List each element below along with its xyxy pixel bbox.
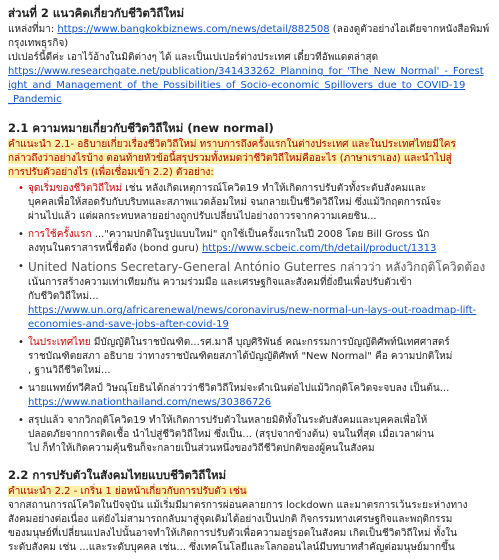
paper-note: เปเปอร์นี้ดีค่ะ เอาไว้อ้างในมิติต่างๆ ได้ และเป็นเปเปอร์ต่างประเทศ เดี๋ยวทีอัพแดตล่าสุด <box>8 52 379 63</box>
bullet-text: นายแพทย์ทวีศิลป์ วิษณุโยธินได้กล่าวว่าชีวิตวิถีใหม่จะดำเนินต่อไปแม้วิกฤติโควิดจะจบลง เป็นต้น... <box>28 383 450 394</box>
bullet-text: บุคคลเพื่อให้สอดรับกับบริบทและสภาพแวดล้อมใหม่ จนกลายเป็นชีวิตวิถีใหม่ ซึ่งแม้วิกฤตการณ์จะ <box>28 197 442 208</box>
paragraph-line: จากสถานการณ์โควิดในปัจจุบัน แม้เริ่มมีมาตรการผ่อนคลายการ lockdown และมาตรการเว้นระยะห่างทาง <box>8 500 468 511</box>
list-item <box>18 260 491 332</box>
source-line <box>8 23 491 51</box>
list-item <box>18 382 491 410</box>
bullet-icon: • <box>18 183 24 194</box>
heading-2-1: 2.1 ความหมายเกี่ยวกับชีวิตวิถีใหม่ (new normal) <box>8 121 274 135</box>
bullet-text: ลงทุนในตราสารหนี้ชื่อดัง (bond guru) <box>28 243 199 254</box>
list-item <box>18 336 491 378</box>
bullet-link-part-2[interactable]: economies-and-save-jobs-after-covid-19 <box>28 319 229 330</box>
list-item <box>18 414 491 456</box>
instruction-2-1-line-3: การปรับตัวอย่างไร (เพื่อเชื่อมเข้า 2.2) ตัวอย่าง: <box>8 167 214 178</box>
bullet-list <box>8 182 491 456</box>
source-note: (ลองดูตัวอย่างไอเดียจากหนังสือพิมพ์กรุงเทพธุรกิจ) <box>8 24 490 49</box>
bullet-icon: • <box>18 383 24 394</box>
bullet-highlight: จุดเริ่มของชีวิตวิถีใหม่ <box>28 183 123 194</box>
source-link[interactable]: https://www.bangkokbiznews.com/news/detail/882508 <box>57 24 330 35</box>
paper-link-part-2[interactable]: ight_and_Management_of_the_Possibilities_of_Socio-economic_Spillovers_due_to_COVID-19 <box>8 80 466 91</box>
bullet-text: เช่น หลังเกิดเหตุการณ์โควิด19 ทำให้เกิดการปรับตัวทั้งระดับสังคมและ <box>125 183 427 194</box>
bullet-text: มีบัญญัติในราชบัณฑิต...รศ.มาลี บุญศิริพันธ์ คณะกรรมการบัญญัติศัพท์นิเทศศาสตร์ <box>93 337 450 348</box>
list-item <box>18 228 491 256</box>
paragraph-line: ของมนุษย์ที่เปลี่ยนแปลงไปนั้นอาจทำให้เกิดการปรับตัวเพื่อความอยู่รอดในสังคม เกิดเป็นชีวิตวิถีใหม่ ทั้งใน <box>8 528 457 539</box>
bullet-link-part-1[interactable]: https://www.un.org/africarenewal/news/coronavirus/new-normal-un-lays-out-roadmap-lift- <box>28 305 477 316</box>
paper-link-part-1[interactable]: https://www.researchgate.net/publication/341433262_Planning_for_'The_New_Normal'_-_Forest <box>8 66 484 77</box>
bullet-text: กับชีวิตวิถีใหม่... <box>28 291 99 302</box>
instruction-2-1-line-2: กล่าวถึงว่าอย่างไรบ้าง ตอนท้ายหัวข้อนี้สรุปรวมทั้งหมดว่าชีวิตวิถีใหม่คืออะไร (ภาษาเราเอง) และนำไปสู่ <box>8 153 452 164</box>
bullet-link[interactable]: https://www.scbeic.com/th/detail/product/1313 <box>201 243 437 254</box>
bullet-text: ผ่านไปแล้ว แต่ผลกระทบหลายอย่างถูกปรับเปลี่ยนไปอย่างถาวรจากความเคยชิน... <box>28 211 377 222</box>
paragraph-line: สังคมอย่างต่อเนื่อง แต่ยังไม่สามารถกลับมาสู่จุดเดิมได้อย่างเป็นปกติ กิจกรรมทางเศรษฐกิจและพฤติกรรม <box>8 514 453 525</box>
bullet-text: ไป ก็ทำให้เกิดความคุ้นชินก็จะกลายเป็นส่วนหนึ่งของวิถีชีวิตปกติของผู้คนในสังคม <box>28 443 375 454</box>
bullet-icon: • <box>18 261 24 272</box>
instruction-2-1-line-1: คำแนะนำ 2.1- อธิบายเกี่ยวเรื่องชีวิตวิถีใหม่ ทราบการถึงครั้งแรกในต่างประเทศ และในประเทศไทยมีใคร <box>8 139 456 150</box>
list-item <box>18 182 491 224</box>
bullet-highlight: การใช้ครั้งแรก <box>28 229 92 240</box>
bullet-text: ..."ความปกติในรูปแบบใหม่" ถูกใช้เป็นครั้งแรกในปี 2008 โดย Bill Gross นัก <box>94 229 430 240</box>
bullet-large-text: United Nations Secretary-General António Guterres กล่าวว่า หลังวิกฤติโควิดต้อง <box>28 260 486 274</box>
bullet-highlight: ในประเทศไทย <box>28 337 91 348</box>
heading-2-2: 2.2 การปรับตัวในสังคมไทยแบบชีวิตวิถีใหม่ <box>8 468 227 482</box>
bullet-text: , ฐานวิถีชีวิตใหม่... <box>28 365 111 376</box>
bullet-text: ราชบัณฑิตยสภา อธิบาย ว่าทางราชบัณฑิตยสภาได้บัญญัติศัพท์ "New Normal" คือ ความปกติใหม่ <box>28 351 453 362</box>
bullet-icon: • <box>18 229 24 240</box>
paragraph-line: ระดับสังคม เช่น ...และระดับบุคคล เช่น... ซึ่งเทคโนโลยีและโลกออนไลน์มีบทบาทสำคัญต่อมนุษย์มากขึ้น <box>8 542 455 553</box>
section-title: ส่วนที่ 2 แนวคิดเกี่ยวกับชีวิตวิถีใหม่ <box>8 6 185 20</box>
bullet-icon: • <box>18 415 24 426</box>
paper-link-part-3[interactable]: _Pandemic <box>8 94 62 105</box>
bullet-icon: • <box>18 337 24 348</box>
instruction-2-2: คำแนะนำ 2.2 - เกริ่น 1 ย่อหน้าเกี่ยวกับการปรับตัว เช่น <box>8 486 247 497</box>
bullet-text: ปลอดภัยจากการติดเชื้อ นำไปสู่ชีวิตวิถีใหม่ ซึ่งเป็น... (สรุปจากข้างต้น) จนในที่สุด เมื่อเวลาผ่าน <box>28 429 434 440</box>
bullet-text: เน้นการสร้างความเท่าเทียมกัน ความร่วมมือ และเศรษฐกิจและสังคมที่ยั่งยืนเพื่อปรับตัวเข้า <box>28 277 413 288</box>
source-label: แหล่งที่มา: <box>8 24 55 35</box>
bullet-link[interactable]: https://www.nationthailand.com/news/30386726 <box>28 397 272 408</box>
bullet-text: สรุปแล้ว จากวิกฤติโควิด19 ทำให้เกิดการปรับตัวในหลายมิติทั้งในระดับสังคมและบุคคลเพื่อให้ <box>28 415 428 426</box>
